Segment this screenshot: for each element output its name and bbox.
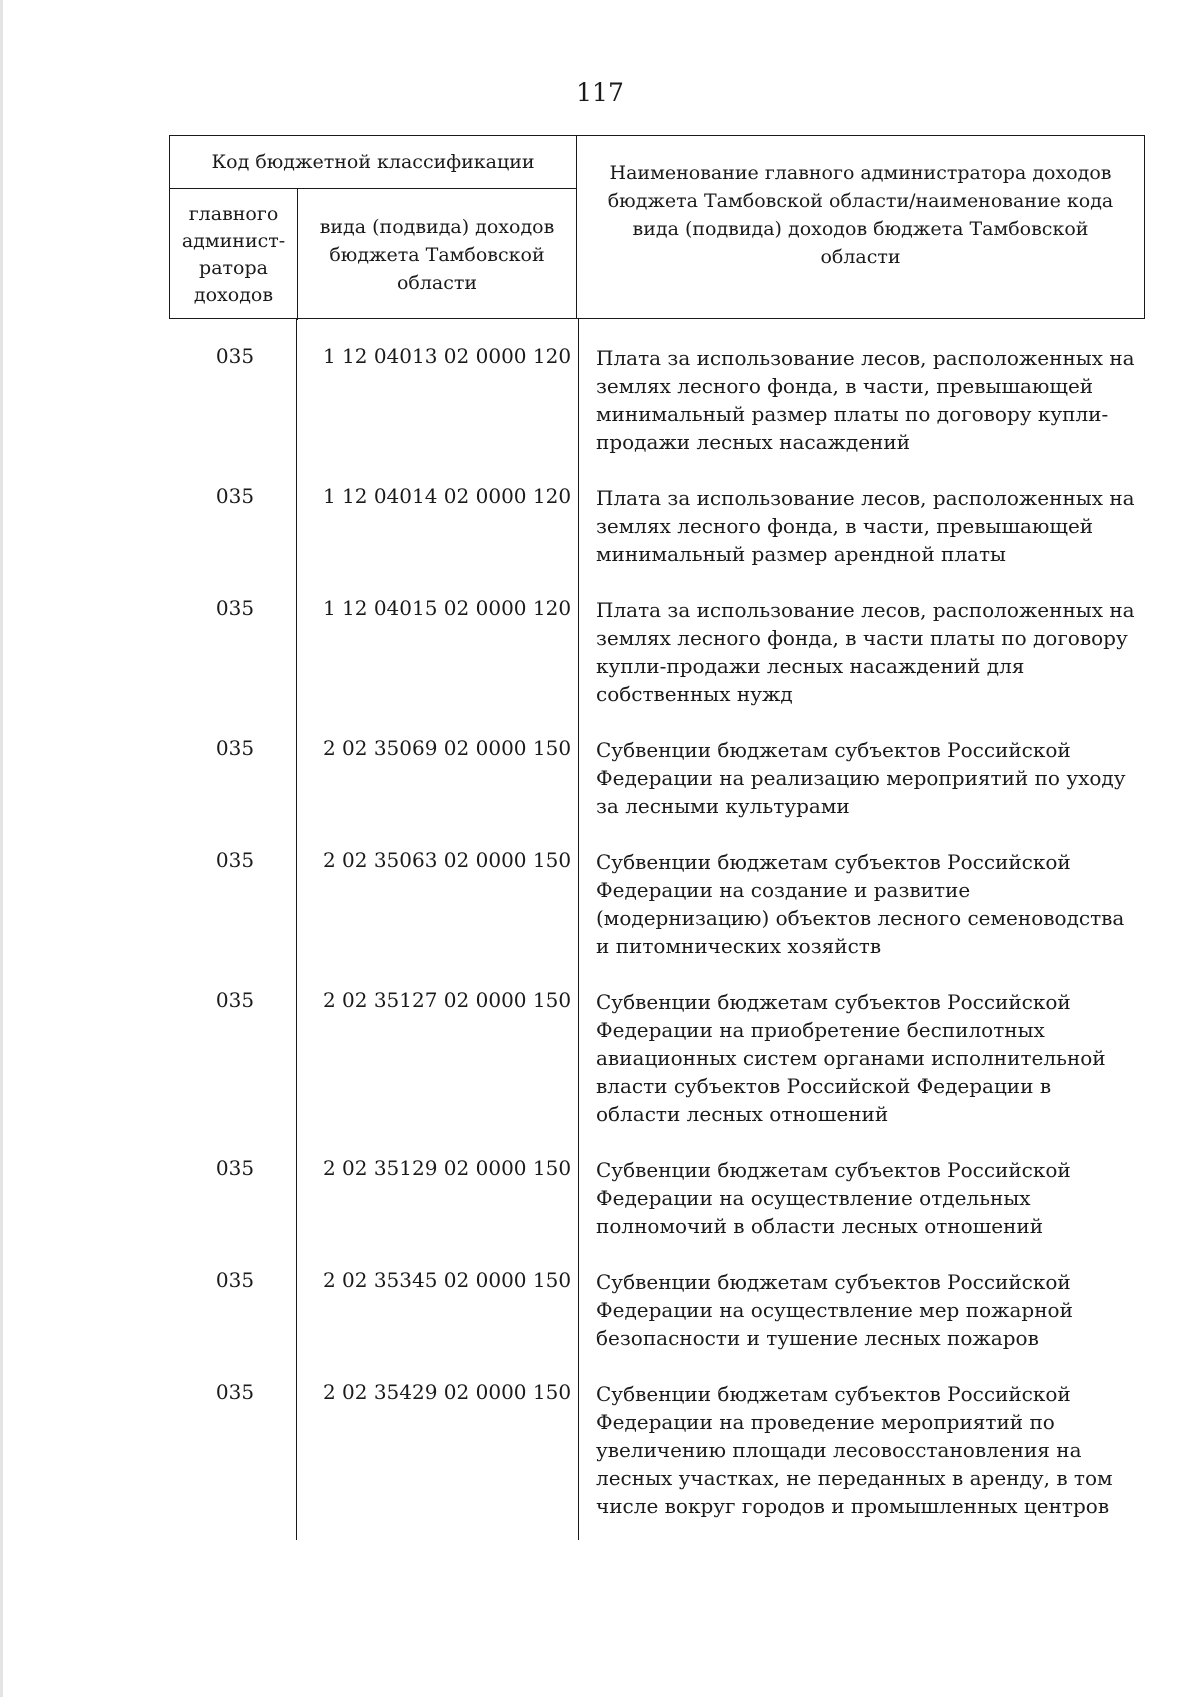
table-header [169,135,1145,319]
revenue-code: 2 02 35127 02 0000 150 [322,988,572,1012]
revenue-code: 1 12 04015 02 0000 120 [322,596,572,620]
admin-code: 035 [215,988,255,1012]
header-name-column: Наименование главного администратора доходов бюджета Тамбовской области/наименование кода вида (подвида) доходов бюджета Тамбовской области [576,136,1144,318]
revenue-code: 1 12 04013 02 0000 120 [322,344,572,368]
revenue-code: 2 02 35069 02 0000 150 [322,736,572,760]
revenue-name: Субвенции бюджетам субъектов Российской Федерации на осуществление мер пожарной безопасности и тушение лесных пожаров [596,1270,1073,1350]
admin-code: 035 [215,736,255,760]
revenue-code: 1 12 04014 02 0000 120 [322,484,572,508]
header-admin-column: главного админист- ратора доходов [170,189,298,320]
page-number: 117 [576,78,624,107]
header-kind-column: вида (подвида) доходов бюджета Тамбовской области [319,215,555,294]
revenue-name: Плата за использование лесов, расположенных на землях лесного фонда, в части платы по договору купли-продажи лесных насаждений для собственных нужд [596,598,1135,706]
admin-code: 035 [215,1268,255,1292]
revenue-name: Субвенции бюджетам субъектов Российской Федерации на приобретение беспилотных авиационных систем органами исполнительной власти субъектов Российской Федерации в области лесных отношений [596,990,1106,1126]
revenue-code: 2 02 35345 02 0000 150 [322,1268,572,1292]
admin-code: 035 [215,484,255,508]
revenue-code: 2 02 35129 02 0000 150 [322,1156,572,1180]
admin-code: 035 [215,344,255,368]
admin-code: 035 [215,848,255,872]
revenue-code: 2 02 35429 02 0000 150 [322,1380,572,1404]
admin-code: 035 [215,596,255,620]
revenue-name: Субвенции бюджетам субъектов Российской Федерации на реализацию мероприятий по уходу за лесными культурами [596,738,1126,818]
revenue-name: Субвенции бюджетам субъектов Российской Федерации на проведение мероприятий по увеличению площади лесовосстановления на лесных участках, не переданных в аренду, в том числе вокруг городов и промышленных центров [596,1382,1113,1518]
header-code-group: Код бюджетной классификации [170,136,576,189]
column-divider-1 [296,319,297,1540]
revenue-name: Плата за использование лесов, расположенных на землях лесного фонда, в части, превышающей минимальный размер платы по договору купли- продажи лесных насаждений [596,346,1135,454]
admin-code: 035 [215,1380,255,1404]
revenue-name: Субвенции бюджетам субъектов Российской Федерации на осуществление отдельных полномочий в области лесных отношений [596,1158,1071,1238]
revenue-name: Субвенции бюджетам субъектов Российской Федерации на создание и развитие (модернизацию) объектов лесного семеноводства и питомнических хозяйств [596,850,1125,958]
admin-code: 035 [215,1156,255,1180]
scan-edge [0,0,3,1697]
revenue-code: 2 02 35063 02 0000 150 [322,848,572,872]
revenue-name: Плата за использование лесов, расположенных на землях лесного фонда, в части, превышающей минимальный размер арендной платы [596,486,1135,566]
